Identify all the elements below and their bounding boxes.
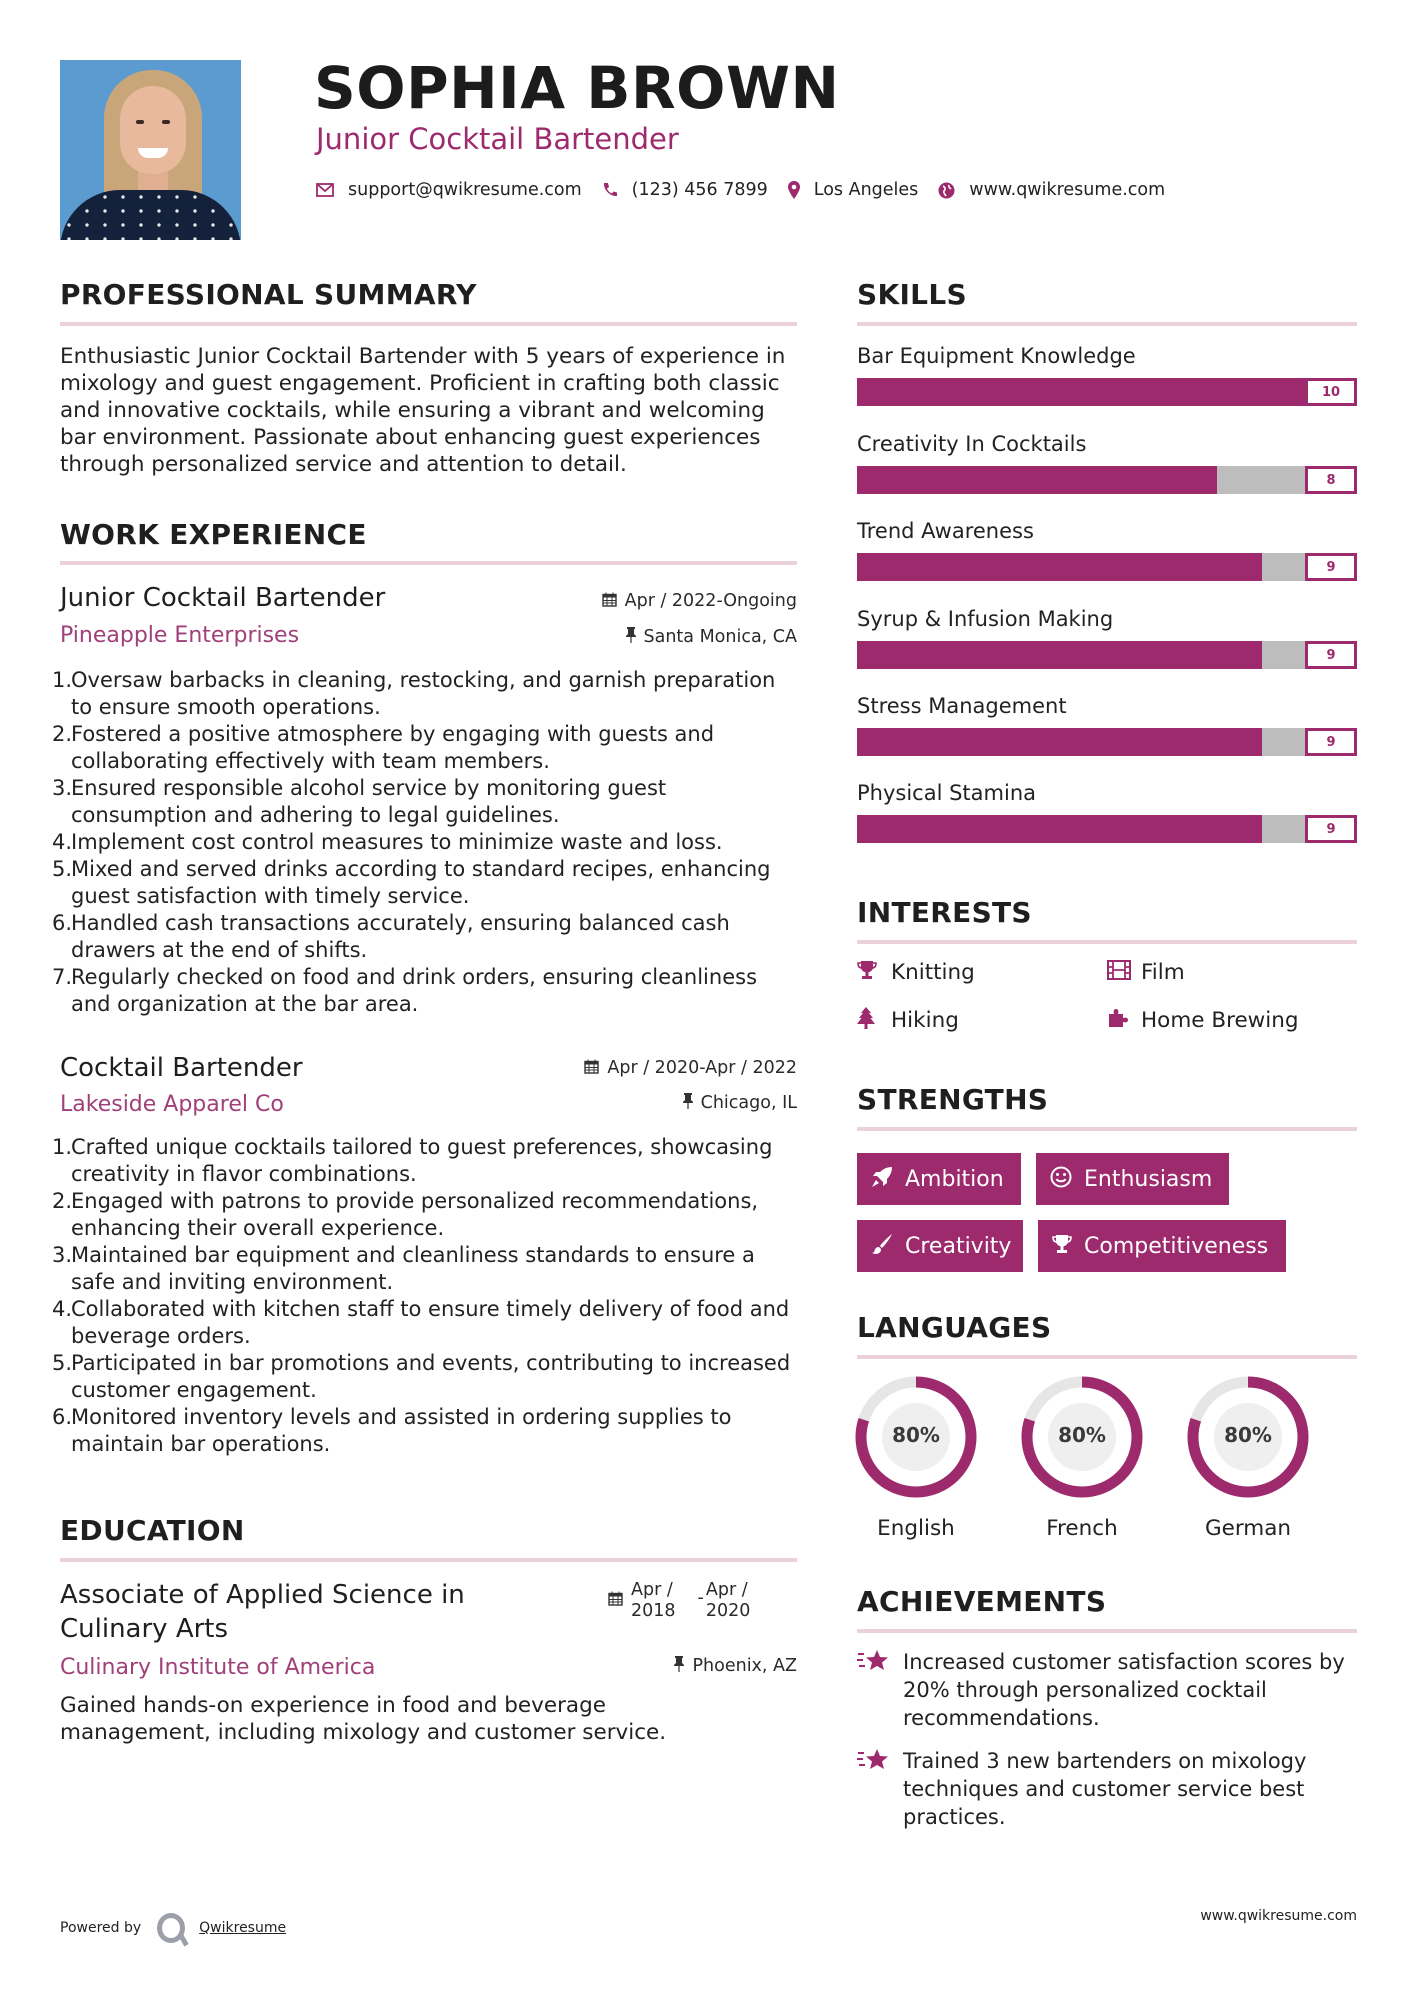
list-item: 4. Collaborated with kitchen staff to ensure timely delivery of food and beverage orders.	[52, 1297, 790, 1348]
skill-label: Trend Awareness	[857, 519, 1034, 543]
language-label: French	[1046, 1516, 1118, 1541]
language-item	[855, 1376, 977, 1541]
calendar-icon	[608, 1591, 623, 1622]
skill-score: 9	[1305, 641, 1357, 669]
contact-location: Los Angeles	[813, 180, 919, 200]
education-description: Gained hands-on experience in food and beverage management, including mixology and customer service.	[60, 1693, 667, 1745]
experience-divider	[60, 561, 797, 565]
list-item: 1. Crafted unique cocktails tailored to guest preferences, showcasing creativity in flavor combinations.	[52, 1135, 773, 1186]
shooting-star-icon	[857, 1648, 903, 1732]
education-heading: EDUCATION	[60, 1514, 245, 1547]
skill-item	[857, 781, 1357, 843]
shooting-star-icon	[857, 1747, 903, 1831]
job-location: Santa Monica, CA	[626, 627, 798, 647]
skill-score: 10	[1305, 378, 1357, 406]
summary-divider	[60, 322, 797, 326]
summary-text: Enthusiastic Junior Cocktail Bartender with 5 years of experience in mixology and guest engagement. Proficient in crafting both classic and innovative cocktails, while ensuring a vibrant and welcoming bar environment. Passionate about enhancing guest experiences through personalized service and attention to detail.	[60, 344, 786, 477]
rocket-icon	[871, 1166, 893, 1193]
language-label: English	[877, 1516, 955, 1541]
strength-badge: Creativity	[857, 1220, 1023, 1272]
contact-phone[interactable]: (123) 456 7899	[631, 180, 768, 200]
job-location: Chicago, IL	[683, 1093, 797, 1113]
achievements-divider	[857, 1629, 1357, 1633]
achievements-heading: ACHIEVEMENTS	[857, 1585, 1107, 1618]
skill-item	[857, 607, 1357, 669]
list-item: 4. Implement cost control measures to minimize waste and loss.	[52, 830, 723, 854]
job-title: Cocktail Bartender	[60, 1053, 303, 1083]
pushpin-icon	[674, 1656, 684, 1676]
interests-divider	[857, 940, 1357, 944]
job-company: Lakeside Apparel Co	[60, 1092, 284, 1117]
smile-icon	[1050, 1166, 1072, 1193]
list-item: 7. Regularly checked on food and drink orders, ensuring cleanliness and organization at the bar area.	[52, 965, 758, 1016]
strength-badge: Enthusiasm	[1036, 1153, 1229, 1205]
job-dates: Apr / 2022-Ongoing	[602, 591, 797, 611]
skill-bar	[857, 641, 1357, 669]
list-item: 1. Oversaw barbacks in cleaning, restocking, and garnish preparation to ensure smooth operations.	[52, 668, 776, 719]
skill-score: 8	[1305, 466, 1357, 494]
strengths-heading: STRENGTHS	[857, 1083, 1049, 1116]
pushpin-icon	[626, 627, 636, 647]
interest-item: Hiking	[857, 1007, 959, 1034]
strengths-divider	[857, 1127, 1357, 1131]
school-name: Culinary Institute of America	[60, 1655, 376, 1680]
job-duties-list	[52, 667, 802, 1018]
list-item: 2. Fostered a positive atmosphere by engaging with guests and collaborating effectively with team members.	[52, 722, 715, 773]
puzzle-icon	[1107, 1007, 1141, 1034]
strength-badge: Competitiveness	[1038, 1220, 1286, 1272]
skill-item	[857, 344, 1357, 406]
envelope-icon	[316, 183, 334, 197]
trophy-icon	[1052, 1234, 1072, 1259]
language-item	[1187, 1376, 1309, 1541]
job-duties-list	[52, 1134, 802, 1458]
calendar-icon	[602, 592, 617, 611]
education-location: Phoenix, AZ	[674, 1656, 797, 1676]
calendar-icon	[584, 1059, 599, 1078]
interest-item: Film	[1107, 960, 1185, 985]
contact-email[interactable]: support@qwikresume.com	[348, 180, 582, 200]
list-item: 6. Monitored inventory levels and assisted in ordering supplies to maintain bar operations.	[52, 1405, 732, 1456]
job-company: Pineapple Enterprises	[60, 623, 300, 648]
list-item: 3. Ensured responsible alcohol service by monitoring guest consumption and adhering to legal guidelines.	[52, 776, 667, 827]
skill-item	[857, 432, 1357, 494]
skill-label: Syrup & Infusion Making	[857, 607, 1114, 631]
candidate-name: SOPHIA BROWN	[314, 54, 840, 122]
list-item: 5. Mixed and served drinks according to standard recipes, enhancing guest satisfaction with timely service.	[52, 857, 771, 908]
skill-bar	[857, 815, 1357, 843]
skill-label: Creativity In Cocktails	[857, 432, 1087, 456]
degree-title: Associate of Applied Science in Culinary Arts	[60, 1580, 465, 1644]
skill-label: Stress Management	[857, 694, 1067, 718]
interest-item: Home Brewing	[1107, 1007, 1299, 1034]
interest-item: Knitting	[857, 960, 975, 985]
language-item	[1021, 1376, 1143, 1541]
language-label: German	[1204, 1516, 1292, 1541]
candidate-title: Junior Cocktail Bartender	[316, 122, 679, 156]
job-title: Junior Cocktail Bartender	[60, 583, 386, 613]
contact-website[interactable]: www.qwikresume.com	[969, 180, 1166, 200]
interests-heading: INTERESTS	[857, 896, 1032, 929]
skill-bar	[857, 378, 1357, 406]
skills-heading: SKILLS	[857, 278, 967, 311]
film-icon	[1107, 960, 1141, 985]
footer-brand-link[interactable]: Qwikresume	[199, 1920, 287, 1936]
footer-website[interactable]: www.qwikresume.com	[1200, 1908, 1357, 1924]
trophy-icon	[857, 960, 891, 985]
contact-bar	[316, 180, 1185, 200]
summary-heading: PROFESSIONAL SUMMARY	[60, 278, 477, 311]
achievement-item: Trained 3 new bartenders on mixology techniques and customer service best practices.	[857, 1747, 1357, 1831]
education-dates: Apr / 2018 - Apr / 2020	[608, 1580, 750, 1622]
skill-score: 9	[1305, 728, 1357, 756]
tree-icon	[857, 1007, 891, 1034]
skill-score: 9	[1305, 815, 1357, 843]
skill-label: Physical Stamina	[857, 781, 1037, 805]
list-item: 6. Handled cash transactions accurately, ensuring balanced cash drawers at the end of shifts.	[52, 911, 730, 962]
languages-heading: LANGUAGES	[857, 1311, 1052, 1344]
phone-icon	[602, 182, 618, 198]
skill-item	[857, 694, 1357, 756]
profile-photo	[60, 60, 241, 240]
language-percent: 80%	[1224, 1423, 1272, 1447]
language-percent: 80%	[1058, 1423, 1106, 1447]
qwikresume-logo-icon	[157, 1913, 185, 1943]
language-percent: 80%	[892, 1423, 940, 1447]
skill-bar	[857, 553, 1357, 581]
list-item: 3. Maintained bar equipment and cleanliness standards to ensure a safe and inviting environment.	[52, 1243, 755, 1294]
education-divider	[60, 1558, 797, 1562]
skill-bar	[857, 466, 1357, 494]
achievement-item: Increased customer satisfaction scores by 20% through personalized cocktail recommendations.	[857, 1648, 1357, 1732]
skill-label: Bar Equipment Knowledge	[857, 344, 1136, 368]
footer-powered-by: Powered by Qwikresume	[60, 1913, 286, 1943]
paintbrush-icon	[871, 1233, 893, 1260]
list-item: 2. Engaged with patrons to provide personalized recommendations, enhancing their overall experience.	[52, 1189, 759, 1240]
skill-item	[857, 519, 1357, 581]
map-pin-icon	[788, 181, 800, 199]
skill-score: 9	[1305, 553, 1357, 581]
experience-heading: WORK EXPERIENCE	[60, 518, 367, 551]
job-dates: Apr / 2020-Apr / 2022	[584, 1058, 797, 1078]
languages-divider	[857, 1355, 1357, 1359]
skill-bar	[857, 728, 1357, 756]
pushpin-icon	[683, 1093, 693, 1113]
list-item: 5. Participated in bar promotions and events, contributing to increased customer engagement.	[52, 1351, 791, 1402]
strength-badge: Ambition	[857, 1153, 1021, 1205]
skills-divider	[857, 322, 1357, 326]
globe-icon	[938, 182, 955, 199]
